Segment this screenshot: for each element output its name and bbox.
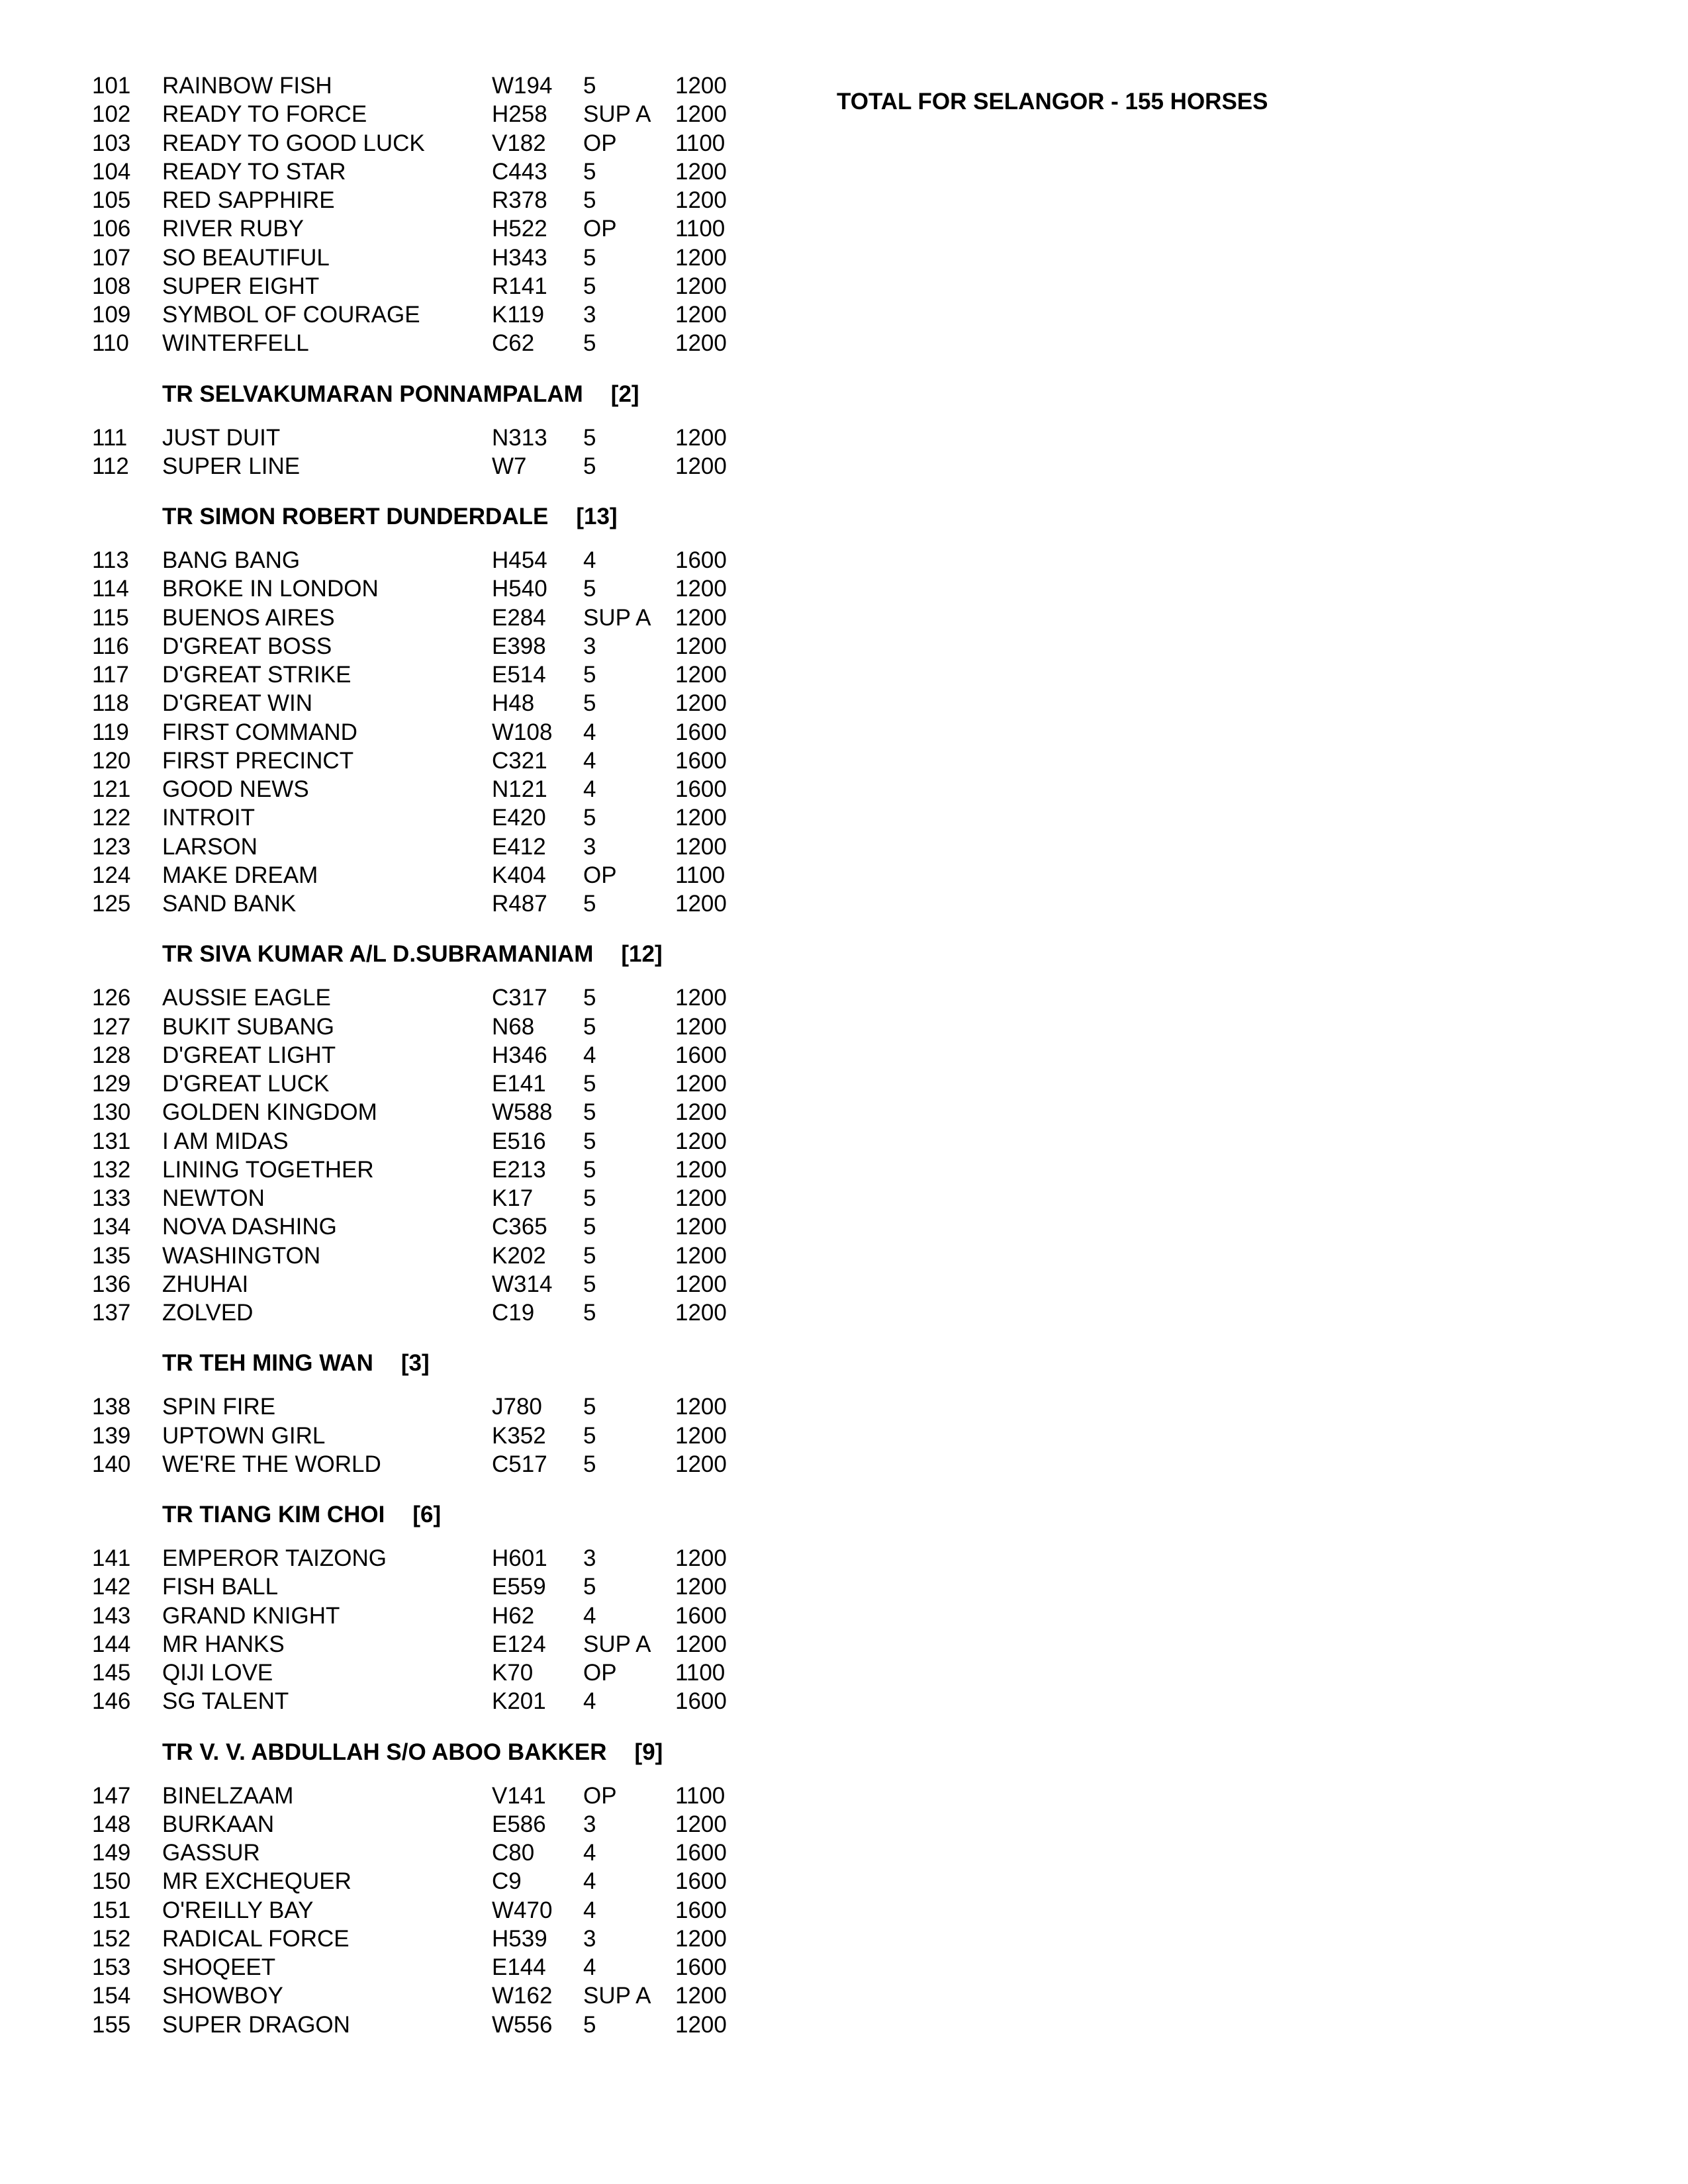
horse-distance: 1200 bbox=[675, 805, 727, 831]
horse-number: 138 bbox=[92, 1394, 131, 1420]
horse-name: D'GREAT LUCK bbox=[162, 1071, 330, 1097]
horse-number: 120 bbox=[92, 748, 131, 774]
horse-code: C517 bbox=[492, 1451, 547, 1477]
horse-class: OP bbox=[583, 130, 617, 156]
horse-class: 5 bbox=[583, 159, 596, 185]
horse-class: 5 bbox=[583, 273, 596, 299]
horse-distance: 1200 bbox=[675, 1157, 727, 1183]
horse-class: 4 bbox=[583, 1603, 596, 1629]
horse-number: 106 bbox=[92, 216, 131, 242]
horse-distance: 1600 bbox=[675, 1897, 727, 1923]
horse-name: READY TO STAR bbox=[162, 159, 346, 185]
trainer-horse-count: [9] bbox=[634, 1739, 663, 1765]
trainer-horse-count: [12] bbox=[621, 941, 663, 967]
horse-name: SG TALENT bbox=[162, 1688, 289, 1714]
trainer-horse-count: [13] bbox=[576, 504, 618, 529]
horse-distance: 1200 bbox=[675, 1271, 727, 1297]
horse-number: 143 bbox=[92, 1603, 131, 1629]
horse-code: W7 bbox=[492, 453, 527, 479]
horse-class: 5 bbox=[583, 1071, 596, 1097]
horse-class: 5 bbox=[583, 2012, 596, 2038]
horse-name: RADICAL FORCE bbox=[162, 1926, 350, 1952]
horse-class: 5 bbox=[583, 73, 596, 99]
horse-distance: 1200 bbox=[675, 1423, 727, 1449]
horse-class: 5 bbox=[583, 1185, 596, 1211]
horse-code: J780 bbox=[492, 1394, 542, 1420]
horse-code: E420 bbox=[492, 805, 546, 831]
horse-number: 123 bbox=[92, 834, 131, 860]
horse-name: GOLDEN KINGDOM bbox=[162, 1099, 377, 1125]
horse-name: WE'RE THE WORLD bbox=[162, 1451, 381, 1477]
horse-class: 5 bbox=[583, 1214, 596, 1240]
horse-name: D'GREAT LIGHT bbox=[162, 1042, 336, 1068]
horse-class: 5 bbox=[583, 891, 596, 917]
horse-name: EMPEROR TAIZONG bbox=[162, 1545, 387, 1571]
horse-code: H258 bbox=[492, 101, 547, 127]
horse-code: W162 bbox=[492, 1983, 553, 2009]
horse-distance: 1200 bbox=[675, 1014, 727, 1040]
horse-name: FISH BALL bbox=[162, 1574, 279, 1600]
horse-name: INTROIT bbox=[162, 805, 255, 831]
horse-distance: 1200 bbox=[675, 690, 727, 716]
horse-number: 131 bbox=[92, 1128, 131, 1154]
horse-code: R141 bbox=[492, 273, 547, 299]
horse-name: NEWTON bbox=[162, 1185, 265, 1211]
horse-distance: 1200 bbox=[675, 330, 727, 356]
horse-name: MR EXCHEQUER bbox=[162, 1868, 352, 1894]
horse-number: 111 bbox=[92, 425, 128, 451]
horse-number: 108 bbox=[92, 273, 131, 299]
horse-distance: 1200 bbox=[675, 891, 727, 917]
horse-distance: 1600 bbox=[675, 748, 727, 774]
horse-distance: 1200 bbox=[675, 633, 727, 659]
horse-distance: 1200 bbox=[675, 453, 727, 479]
horse-name: ZOLVED bbox=[162, 1300, 254, 1326]
horse-number: 121 bbox=[92, 776, 131, 802]
horse-class: 5 bbox=[583, 245, 596, 271]
horse-number: 155 bbox=[92, 2012, 131, 2038]
horse-class: 5 bbox=[583, 985, 596, 1011]
horse-name: BUKIT SUBANG bbox=[162, 1014, 334, 1040]
horse-distance: 1200 bbox=[675, 1545, 727, 1571]
horse-class: 5 bbox=[583, 330, 596, 356]
horse-code: C317 bbox=[492, 985, 547, 1011]
horse-class: 5 bbox=[583, 453, 596, 479]
horse-number: 124 bbox=[92, 862, 131, 888]
horse-code: E284 bbox=[492, 605, 546, 631]
horse-class: 4 bbox=[583, 776, 596, 802]
trainer-heading bbox=[162, 1349, 430, 1378]
horse-number: 104 bbox=[92, 159, 131, 185]
horse-name: LARSON bbox=[162, 834, 258, 860]
horse-number: 150 bbox=[92, 1868, 131, 1894]
horse-name: RAINBOW FISH bbox=[162, 73, 332, 99]
horse-name: SAND BANK bbox=[162, 891, 297, 917]
horse-code: H601 bbox=[492, 1545, 547, 1571]
horse-name: UPTOWN GIRL bbox=[162, 1423, 326, 1449]
horse-code: E144 bbox=[492, 1954, 546, 1980]
horse-distance: 1200 bbox=[675, 1300, 727, 1326]
horse-name: SO BEAUTIFUL bbox=[162, 245, 330, 271]
horse-name: BUENOS AIRES bbox=[162, 605, 335, 631]
horse-number: 118 bbox=[92, 690, 129, 716]
horse-number: 125 bbox=[92, 891, 131, 917]
horse-class: 5 bbox=[583, 1014, 596, 1040]
horse-distance: 1200 bbox=[675, 1811, 727, 1837]
horse-name: QIJI LOVE bbox=[162, 1660, 273, 1686]
horse-name: SUPER LINE bbox=[162, 453, 301, 479]
horse-number: 147 bbox=[92, 1783, 131, 1809]
horse-name: GOOD NEWS bbox=[162, 776, 309, 802]
horse-class: 5 bbox=[583, 1423, 596, 1449]
horse-number: 103 bbox=[92, 130, 131, 156]
horse-name: SPIN FIRE bbox=[162, 1394, 276, 1420]
horse-code: N121 bbox=[492, 776, 547, 802]
horse-name: BINELZAAM bbox=[162, 1783, 294, 1809]
horse-name: LINING TOGETHER bbox=[162, 1157, 374, 1183]
trainer-heading bbox=[162, 1738, 663, 1767]
horse-class: 5 bbox=[583, 662, 596, 688]
trainer-name: TR SELVAKUMARAN PONNAMPALAM bbox=[162, 381, 583, 407]
horse-class: 3 bbox=[583, 302, 596, 328]
horse-distance: 1200 bbox=[675, 273, 727, 299]
horse-number: 127 bbox=[92, 1014, 131, 1040]
horse-class: 5 bbox=[583, 425, 596, 451]
horse-code: C9 bbox=[492, 1868, 522, 1894]
horse-class: 3 bbox=[583, 633, 596, 659]
horse-code: K404 bbox=[492, 862, 546, 888]
horse-class: 5 bbox=[583, 1394, 596, 1420]
horse-code: W588 bbox=[492, 1099, 553, 1125]
horse-name: WASHINGTON bbox=[162, 1243, 321, 1269]
horse-distance: 1200 bbox=[675, 425, 727, 451]
horse-code: C62 bbox=[492, 330, 535, 356]
horse-class: OP bbox=[583, 1660, 617, 1686]
trainer-name: TR V. V. ABDULLAH S/O ABOO BAKKER bbox=[162, 1739, 607, 1765]
horse-number: 144 bbox=[92, 1631, 131, 1657]
horse-distance: 1200 bbox=[675, 1214, 727, 1240]
horse-number: 122 bbox=[92, 805, 131, 831]
horse-number: 148 bbox=[92, 1811, 131, 1837]
horse-code: K352 bbox=[492, 1423, 546, 1449]
horse-number: 117 bbox=[92, 662, 129, 688]
horse-class: SUP A bbox=[583, 101, 651, 127]
horse-number: 107 bbox=[92, 245, 131, 271]
horse-number: 105 bbox=[92, 187, 131, 213]
horse-class: 4 bbox=[583, 719, 596, 745]
horse-code: C365 bbox=[492, 1214, 547, 1240]
horse-code: E586 bbox=[492, 1811, 546, 1837]
horse-class: 5 bbox=[583, 1451, 596, 1477]
horse-class: 3 bbox=[583, 834, 596, 860]
horse-class: SUP A bbox=[583, 1631, 651, 1657]
horse-class: 5 bbox=[583, 1128, 596, 1154]
horse-class: 4 bbox=[583, 547, 596, 573]
horse-class: 3 bbox=[583, 1811, 596, 1837]
horse-code: K17 bbox=[492, 1185, 534, 1211]
horse-code: E213 bbox=[492, 1157, 546, 1183]
horse-name: O'REILLY BAY bbox=[162, 1897, 314, 1923]
horse-number: 145 bbox=[92, 1660, 131, 1686]
trainer-name: TR TIANG KIM CHOI bbox=[162, 1502, 385, 1527]
horse-code: H539 bbox=[492, 1926, 547, 1952]
horse-class: 4 bbox=[583, 1688, 596, 1714]
horse-code: C19 bbox=[492, 1300, 535, 1326]
horse-code: H454 bbox=[492, 547, 547, 573]
trainer-heading bbox=[162, 502, 618, 531]
horse-distance: 1100 bbox=[675, 862, 726, 888]
horse-distance: 1200 bbox=[675, 576, 727, 602]
horse-code: E398 bbox=[492, 633, 546, 659]
horse-name: ZHUHAI bbox=[162, 1271, 249, 1297]
horse-name: BROKE IN LONDON bbox=[162, 576, 379, 602]
horse-class: 4 bbox=[583, 1868, 596, 1894]
horse-code: W108 bbox=[492, 719, 553, 745]
horse-distance: 1200 bbox=[675, 159, 727, 185]
horse-name: AUSSIE EAGLE bbox=[162, 985, 331, 1011]
horse-distance: 1600 bbox=[675, 776, 727, 802]
trainer-heading bbox=[162, 1500, 441, 1529]
horse-code: N68 bbox=[492, 1014, 535, 1040]
horse-code: E514 bbox=[492, 662, 546, 688]
horse-number: 136 bbox=[92, 1271, 131, 1297]
horse-name: READY TO FORCE bbox=[162, 101, 367, 127]
horse-distance: 1200 bbox=[675, 73, 727, 99]
horse-number: 133 bbox=[92, 1185, 131, 1211]
horse-distance: 1100 bbox=[675, 1783, 726, 1809]
horse-name: MR HANKS bbox=[162, 1631, 285, 1657]
horse-code: K119 bbox=[492, 302, 545, 328]
horse-distance: 1200 bbox=[675, 1071, 727, 1097]
horse-number: 112 bbox=[92, 453, 129, 479]
horse-class: 4 bbox=[583, 1954, 596, 1980]
horse-distance: 1600 bbox=[675, 1868, 727, 1894]
horse-name: BANG BANG bbox=[162, 547, 301, 573]
horse-number: 154 bbox=[92, 1983, 131, 2009]
horse-class: 5 bbox=[583, 1271, 596, 1297]
horse-number: 113 bbox=[92, 547, 129, 573]
horse-code: H522 bbox=[492, 216, 547, 242]
horse-code: H62 bbox=[492, 1603, 535, 1629]
horse-number: 110 bbox=[92, 330, 129, 356]
horse-code: W314 bbox=[492, 1271, 553, 1297]
horse-class: SUP A bbox=[583, 605, 651, 631]
trainer-name: TR TEH MING WAN bbox=[162, 1350, 373, 1376]
horse-code: C80 bbox=[492, 1840, 535, 1866]
horse-name: FIRST COMMAND bbox=[162, 719, 357, 745]
horse-name: D'GREAT BOSS bbox=[162, 633, 332, 659]
horse-code: W470 bbox=[492, 1897, 553, 1923]
trainer-name: TR SIVA KUMAR A/L D.SUBRAMANIAM bbox=[162, 941, 594, 967]
horse-class: 5 bbox=[583, 1574, 596, 1600]
horse-number: 114 bbox=[92, 576, 129, 602]
trainer-horse-count: [3] bbox=[400, 1350, 430, 1376]
total-summary: TOTAL FOR SELANGOR - 155 HORSES bbox=[837, 89, 1268, 114]
horse-number: 151 bbox=[92, 1897, 131, 1923]
horse-name: SUPER DRAGON bbox=[162, 2012, 350, 2038]
horse-class: 5 bbox=[583, 690, 596, 716]
horse-distance: 1200 bbox=[675, 187, 727, 213]
horse-distance: 1200 bbox=[675, 1128, 727, 1154]
horse-name: GASSUR bbox=[162, 1840, 260, 1866]
horse-number: 130 bbox=[92, 1099, 131, 1125]
horse-name: GRAND KNIGHT bbox=[162, 1603, 340, 1629]
horse-distance: 1600 bbox=[675, 719, 727, 745]
horse-name: SUPER EIGHT bbox=[162, 273, 320, 299]
horse-distance: 1600 bbox=[675, 547, 727, 573]
horse-distance: 1600 bbox=[675, 1042, 727, 1068]
trainer-horse-count: [2] bbox=[610, 381, 639, 407]
horse-class: 5 bbox=[583, 1243, 596, 1269]
horse-number: 139 bbox=[92, 1423, 131, 1449]
horse-number: 119 bbox=[92, 719, 129, 745]
horse-number: 149 bbox=[92, 1840, 131, 1866]
horse-distance: 1200 bbox=[675, 1574, 727, 1600]
horse-name: BURKAAN bbox=[162, 1811, 275, 1837]
horse-name: READY TO GOOD LUCK bbox=[162, 130, 425, 156]
horse-distance: 1100 bbox=[675, 130, 726, 156]
horse-name: JUST DUIT bbox=[162, 425, 281, 451]
horse-class: OP bbox=[583, 216, 617, 242]
horse-code: W556 bbox=[492, 2012, 553, 2038]
horse-distance: 1200 bbox=[675, 302, 727, 328]
horse-class: 5 bbox=[583, 576, 596, 602]
horse-distance: 1200 bbox=[675, 1185, 727, 1211]
horse-number: 101 bbox=[92, 73, 131, 99]
horse-distance: 1200 bbox=[675, 1243, 727, 1269]
horse-distance: 1600 bbox=[675, 1954, 727, 1980]
horse-code: V182 bbox=[492, 130, 546, 156]
horse-name: NOVA DASHING bbox=[162, 1214, 337, 1240]
horse-distance: 1200 bbox=[675, 2012, 727, 2038]
horse-code: C321 bbox=[492, 748, 547, 774]
horse-distance: 1200 bbox=[675, 985, 727, 1011]
horse-code: H48 bbox=[492, 690, 535, 716]
horse-class: 4 bbox=[583, 1840, 596, 1866]
horse-code: K201 bbox=[492, 1688, 546, 1714]
horse-code: V141 bbox=[492, 1783, 546, 1809]
horse-distance: 1100 bbox=[675, 216, 726, 242]
horse-code: W194 bbox=[492, 73, 553, 99]
horse-name: WINTERFELL bbox=[162, 330, 309, 356]
horse-name: SYMBOL OF COURAGE bbox=[162, 302, 420, 328]
horse-number: 128 bbox=[92, 1042, 131, 1068]
horse-distance: 1600 bbox=[675, 1840, 727, 1866]
horse-name: SHOQEET bbox=[162, 1954, 276, 1980]
horse-code: K202 bbox=[492, 1243, 546, 1269]
horse-number: 153 bbox=[92, 1954, 131, 1980]
horse-number: 109 bbox=[92, 302, 131, 328]
horse-class: 5 bbox=[583, 805, 596, 831]
horse-number: 152 bbox=[92, 1926, 131, 1952]
horse-code: K70 bbox=[492, 1660, 534, 1686]
horse-distance: 1200 bbox=[675, 1926, 727, 1952]
horse-distance: 1200 bbox=[675, 1451, 727, 1477]
horse-code: R378 bbox=[492, 187, 547, 213]
horse-class: 4 bbox=[583, 1042, 596, 1068]
horse-class: 3 bbox=[583, 1926, 596, 1952]
horse-name: FIRST PRECINCT bbox=[162, 748, 354, 774]
horse-class: SUP A bbox=[583, 1983, 651, 2009]
horse-code: E412 bbox=[492, 834, 546, 860]
horse-number: 116 bbox=[92, 633, 129, 659]
horse-number: 135 bbox=[92, 1243, 131, 1269]
horse-number: 102 bbox=[92, 101, 131, 127]
horse-distance: 1200 bbox=[675, 101, 727, 127]
horse-distance: 1200 bbox=[675, 834, 727, 860]
horse-code: H346 bbox=[492, 1042, 547, 1068]
horse-class: OP bbox=[583, 1783, 617, 1809]
horse-distance: 1600 bbox=[675, 1688, 727, 1714]
horse-distance: 1200 bbox=[675, 1983, 727, 2009]
horse-code: E516 bbox=[492, 1128, 546, 1154]
horse-distance: 1200 bbox=[675, 245, 727, 271]
horse-number: 132 bbox=[92, 1157, 131, 1183]
horse-distance: 1100 bbox=[675, 1660, 726, 1686]
horse-number: 126 bbox=[92, 985, 131, 1011]
horse-code: H343 bbox=[492, 245, 547, 271]
horse-code: N313 bbox=[492, 425, 547, 451]
horse-code: E559 bbox=[492, 1574, 546, 1600]
horse-class: 5 bbox=[583, 1300, 596, 1326]
horse-name: D'GREAT STRIKE bbox=[162, 662, 352, 688]
horse-distance: 1200 bbox=[675, 662, 727, 688]
horse-class: 5 bbox=[583, 1157, 596, 1183]
horse-code: E124 bbox=[492, 1631, 546, 1657]
horse-distance: 1200 bbox=[675, 1394, 727, 1420]
horse-class: 4 bbox=[583, 1897, 596, 1923]
horse-name: RIVER RUBY bbox=[162, 216, 304, 242]
horse-class: 5 bbox=[583, 187, 596, 213]
horse-code: R487 bbox=[492, 891, 547, 917]
horse-number: 115 bbox=[92, 605, 129, 631]
horse-number: 146 bbox=[92, 1688, 131, 1714]
horse-class: 4 bbox=[583, 748, 596, 774]
horse-class: OP bbox=[583, 862, 617, 888]
horse-code: C443 bbox=[492, 159, 547, 185]
horse-name: D'GREAT WIN bbox=[162, 690, 313, 716]
horse-number: 134 bbox=[92, 1214, 131, 1240]
trainer-horse-count: [6] bbox=[412, 1502, 442, 1527]
horse-name: SHOWBOY bbox=[162, 1983, 283, 2009]
horse-code: E141 bbox=[492, 1071, 546, 1097]
horse-distance: 1200 bbox=[675, 1099, 727, 1125]
horse-class: 5 bbox=[583, 1099, 596, 1125]
horse-number: 141 bbox=[92, 1545, 131, 1571]
horse-number: 140 bbox=[92, 1451, 131, 1477]
horse-number: 129 bbox=[92, 1071, 131, 1097]
trainer-heading bbox=[162, 380, 639, 409]
horse-distance: 1600 bbox=[675, 1603, 727, 1629]
horse-name: RED SAPPHIRE bbox=[162, 187, 335, 213]
horse-name: I AM MIDAS bbox=[162, 1128, 289, 1154]
horse-class: 3 bbox=[583, 1545, 596, 1571]
horse-number: 137 bbox=[92, 1300, 131, 1326]
trainer-heading bbox=[162, 940, 663, 969]
horse-number: 142 bbox=[92, 1574, 131, 1600]
horse-distance: 1200 bbox=[675, 1631, 727, 1657]
trainer-name: TR SIMON ROBERT DUNDERDALE bbox=[162, 504, 549, 529]
horse-code: H540 bbox=[492, 576, 547, 602]
horse-distance: 1200 bbox=[675, 605, 727, 631]
horse-name: MAKE DREAM bbox=[162, 862, 318, 888]
